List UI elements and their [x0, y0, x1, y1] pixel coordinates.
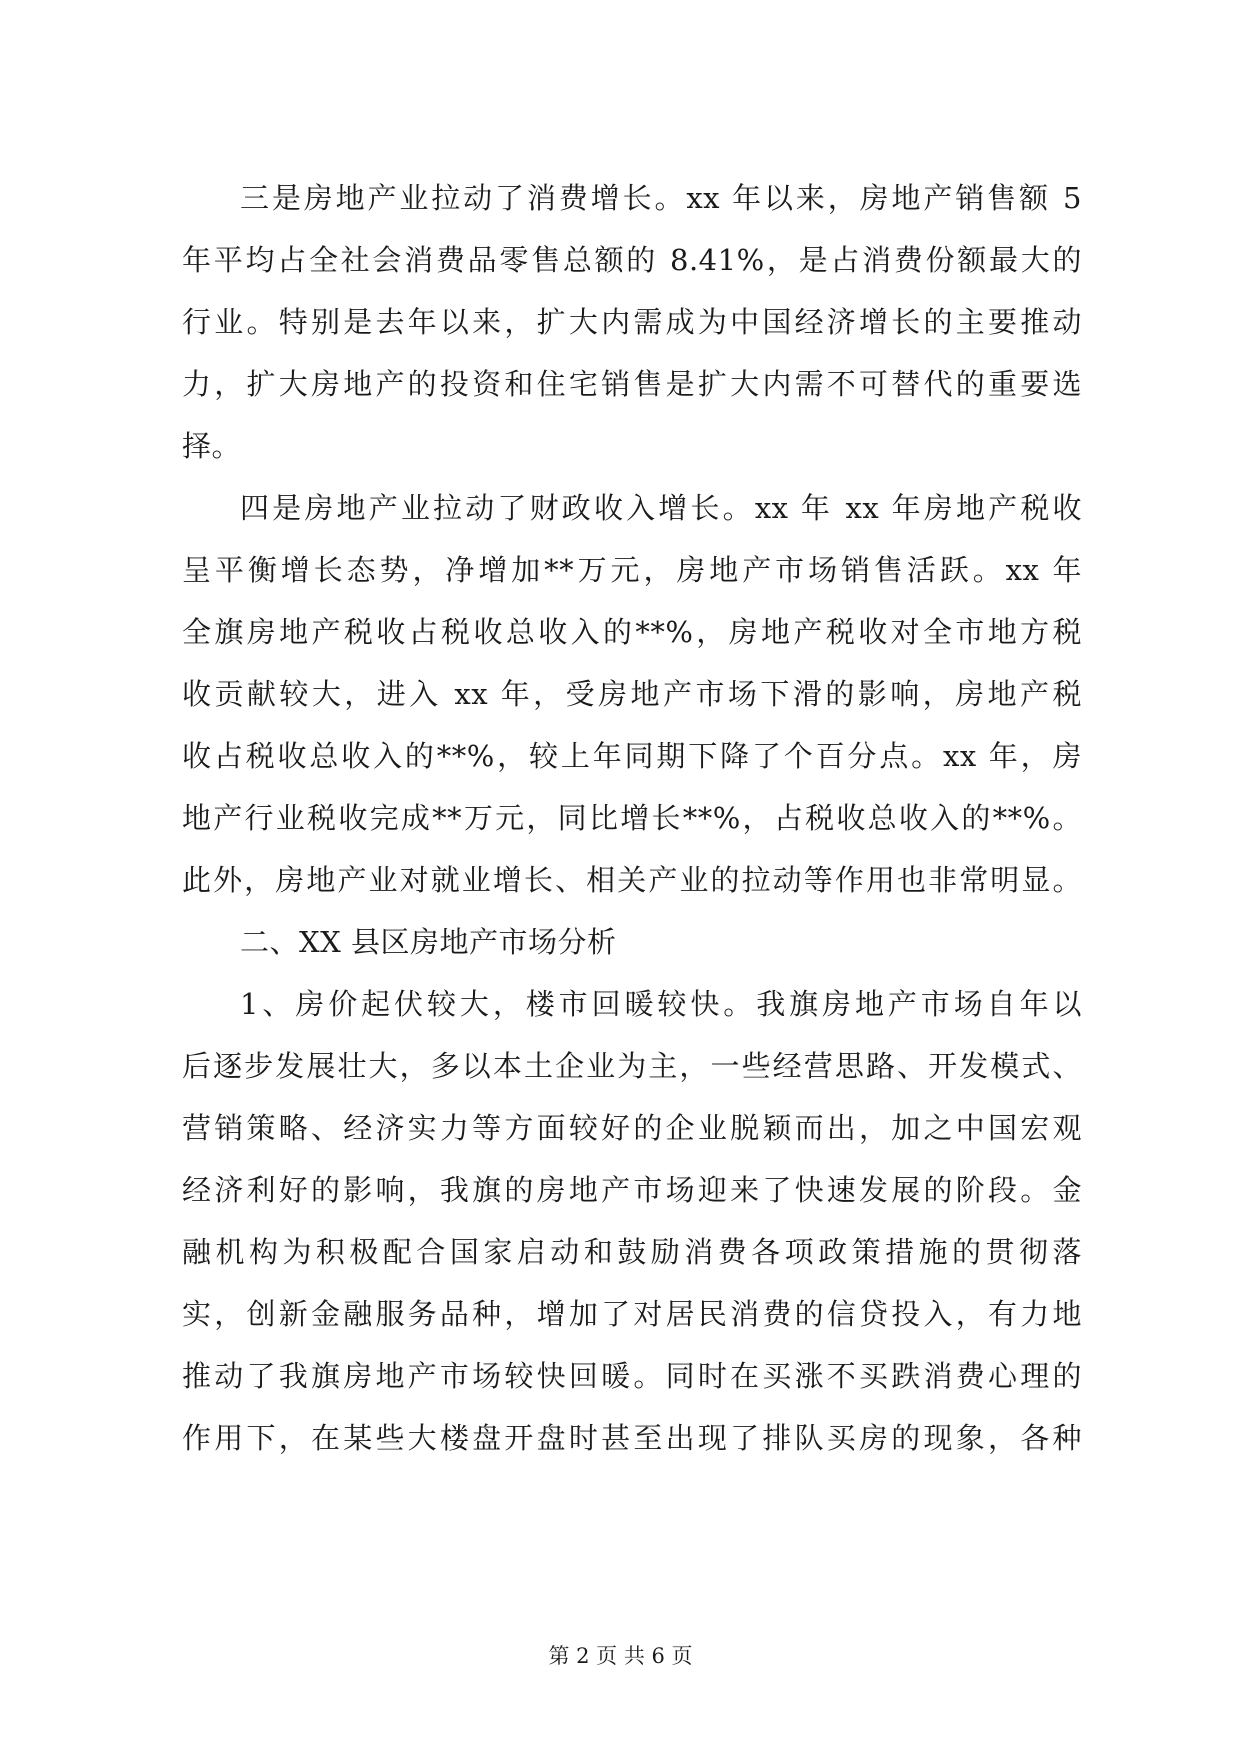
paragraph-line: 1、房价起伏较大，楼市回暖较快。我旗房地产市场自年以 — [240, 987, 1082, 1021]
paragraph-line: 收占税收总收入的**%，较上年同期下降了个百分点。xx 年，房 — [182, 739, 1082, 773]
page-number-footer: 第 2 页 共 6 页 — [548, 1644, 693, 1668]
section-heading: 二、XX 县区房地产市场分析 — [240, 925, 617, 959]
paragraph-line: 行业。特别是去年以来，扩大内需成为中国经济增长的主要推动 — [182, 305, 1082, 339]
paragraph-line: 四是房地产业拉动了财政收入增长。xx 年 xx 年房地产税收 — [240, 491, 1082, 525]
paragraph-line: 融机构为积极配合国家启动和鼓励消费各项政策措施的贯彻落 — [182, 1235, 1082, 1269]
paragraph-line: 作用下，在某些大楼盘开盘时甚至出现了排队买房的现象，各种 — [182, 1421, 1082, 1455]
paragraph-line: 择。 — [182, 429, 242, 463]
paragraph-line: 力，扩大房地产的投资和住宅销售是扩大内需不可替代的重要选 — [182, 367, 1082, 401]
paragraph-line: 年平均占全社会消费品零售总额的 8.41%，是占消费份额最大的 — [182, 243, 1082, 277]
paragraph-line: 全旗房地产税收占税收总收入的**%，房地产税收对全市地方税 — [182, 615, 1082, 649]
paragraph-line: 营销策略、经济实力等方面较好的企业脱颖而出，加之中国宏观 — [182, 1111, 1082, 1145]
paragraph-line: 此外，房地产业对就业增长、相关产业的拉动等作用也非常明显。 — [182, 863, 1082, 897]
paragraph-line: 经济利好的影响，我旗的房地产市场迎来了快速发展的阶段。金 — [182, 1173, 1082, 1207]
paragraph-line: 后逐步发展壮大，多以本土企业为主，一些经营思路、开发模式、 — [182, 1049, 1082, 1083]
paragraph-line: 实，创新金融服务品种，增加了对居民消费的信贷投入，有力地 — [182, 1297, 1082, 1331]
paragraph-line: 三是房地产业拉动了消费增长。xx 年以来，房地产销售额 5 — [240, 181, 1082, 215]
paragraph-line: 收贡献较大，进入 xx 年，受房地产市场下滑的影响，房地产税 — [182, 677, 1082, 711]
body-text — [182, 167, 1082, 1469]
paragraph-line: 呈平衡增长态势，净增加**万元，房地产市场销售活跃。xx 年 — [182, 553, 1082, 587]
paragraph-line: 地产行业税收完成**万元，同比增长**%，占税收总收入的**%。 — [182, 801, 1082, 835]
paragraph-line: 推动了我旗房地产市场较快回暖。同时在买涨不买跌消费心理的 — [182, 1359, 1082, 1393]
